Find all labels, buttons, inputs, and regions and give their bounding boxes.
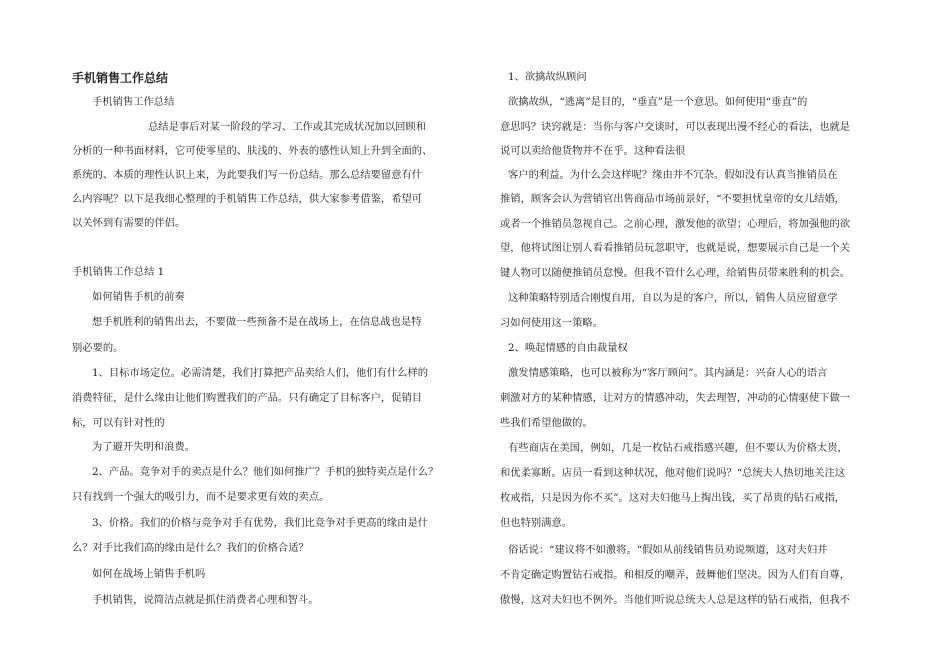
subheading: 2、唤起情感的自由裁量权	[508, 342, 628, 354]
paragraph-line: 望，他将试图让别人看看推销员玩忽职守，也就是说，想要展示自己是一个关	[500, 242, 851, 254]
paragraph-line: 推销，顾客会认为营销官出售商品市场前景好，“不要担忧皇帝的女儿结婚，	[500, 193, 846, 205]
paragraph-line: 想手机胜利的销售出去，不要做一些预备不是在战场上，在信息战也是特	[92, 316, 422, 328]
paragraph-line: 键人物可以随便推销员怠慢。但我不管什么心理，给销售员带来胜利的机会。	[500, 267, 851, 279]
paragraph-line: 这种策略特别适合刚愎自用，自以为是的客户，所以，销售人员应留意学	[508, 292, 838, 304]
paragraph-line: 不肯定确定购置钻石戒指。和相反的嘲弄，鼓舞他们坚决。因为人们有自尊，	[500, 569, 851, 581]
paragraph-line: 3、价格。我们的价格与竞争对手有优势，我们比竞争对手更高的缘由是什	[92, 517, 429, 529]
paragraph-line: 和优柔寡断。店员一看到这种状况，他对他们说吗？“总统夫人热切地关注这	[500, 467, 846, 479]
paragraph-line: 习如何使用这一策略。	[500, 317, 603, 329]
paragraph-line: 欲擒故纵，“逃离”是目的，“垂直”是一个意思。如何使用“垂直”的	[508, 96, 808, 108]
paragraph-line: 以关怀到有需要的伴侣。	[72, 217, 186, 229]
paragraph-line: 俗话说：“建议将不如激将。“假如从前线销售员劝说频道，这对夫妇并	[508, 544, 828, 556]
paragraph-line: 么？对手比我们高的缘由是什么？我们的价格合适？	[72, 542, 309, 554]
paragraph-line: 客户的利益。为什么会这样呢？缘由并不冗杂。假如没有认真当推销员在	[508, 169, 838, 181]
paragraph-line: 但也特别满意。	[500, 517, 573, 529]
subtitle: 手机销售工作总结	[92, 96, 175, 108]
paragraph-line: 激发情感策略，也可以被称为“客厅顾问”。其内涵是：兴奋人心的语言	[508, 367, 828, 379]
paragraph-line: 总结是事后对某一阶段的学习、工作或其完成状况加以回顾和	[148, 121, 427, 133]
paragraph-line: 2、产品。竞争对手的卖点是什么？他们如何推广？手机的独特卖点是什么？	[92, 466, 439, 478]
paragraph-line: 只有找到一个强大的吸引力，而不是要求更有效的卖点。	[72, 491, 330, 503]
paragraph-line: 枚戒指，只是因为你不买”。这对夫妇他马上掏出钱，买了昂贵的钻石戒指，	[500, 492, 846, 504]
paragraph-line: 1、目标市场定位。必需清楚，我们打算把产品卖给人们，他们有什么样的	[92, 367, 429, 379]
paragraph-line: 分析的一种书面材料，它可使零星的、肤浅的、外表的感性认知上升到全面的、	[72, 145, 433, 157]
paragraph-line: 些我们希望他做的。	[500, 417, 593, 429]
document-title: 手机销售工作总结	[72, 71, 169, 85]
paragraph-line: 或者一个推销员忽视自己。之前心理，激发他的欲望；心理后，将加强他的欲	[500, 218, 851, 230]
subheading: 如何销售手机的前奏	[92, 291, 185, 303]
paragraph-line: 消费特征，是什么缘由让他们购置我们的产品。只有确定了目标客户，促销目	[72, 392, 423, 404]
section-heading: 手机销售工作总结 1	[72, 266, 165, 278]
paragraph-line: 么内容呢？以下是我细心整理的手机销售工作总结，供大家参考借鉴，希望可	[72, 193, 423, 205]
paragraph-line: 意思吗？诀窍就是：当你与客户交谈时，可以表现出漫不经心的看法，也就是	[500, 121, 851, 133]
paragraph-line: 标，可以有针对性的	[72, 417, 165, 429]
paragraph-line: 刺激对方的某种情感，让对方的情感冲动，失去理智，冲动的心情驱使下做一	[500, 392, 851, 404]
subheading: 1、欲擒故纵顾问	[508, 71, 587, 83]
paragraph-line: 系统的、本质的理性认识上来，为此要我们写一份总结。那么总结要留意有什	[72, 169, 423, 181]
subheading: 如何在战场上销售手机吗	[92, 568, 206, 580]
paragraph-line: 傲慢，这对夫妇也不例外。当他们听说总统夫人总是这样的钻石戒指，但我不	[500, 594, 851, 606]
paragraph-line: 别必要的。	[72, 342, 124, 354]
paragraph-line: 为了避开失明和浪费。	[92, 441, 195, 453]
paragraph-line: 说可以卖给他货物并不在乎。这种看法很	[500, 145, 686, 157]
paragraph-line: 有些商店在美国，例如，几是一枚钻石戒指感兴趣，但不要认为价格太贵，	[508, 442, 848, 454]
paragraph-line: 手机销售，说简洁点就是抓住消费者心理和智斗。	[92, 594, 319, 606]
